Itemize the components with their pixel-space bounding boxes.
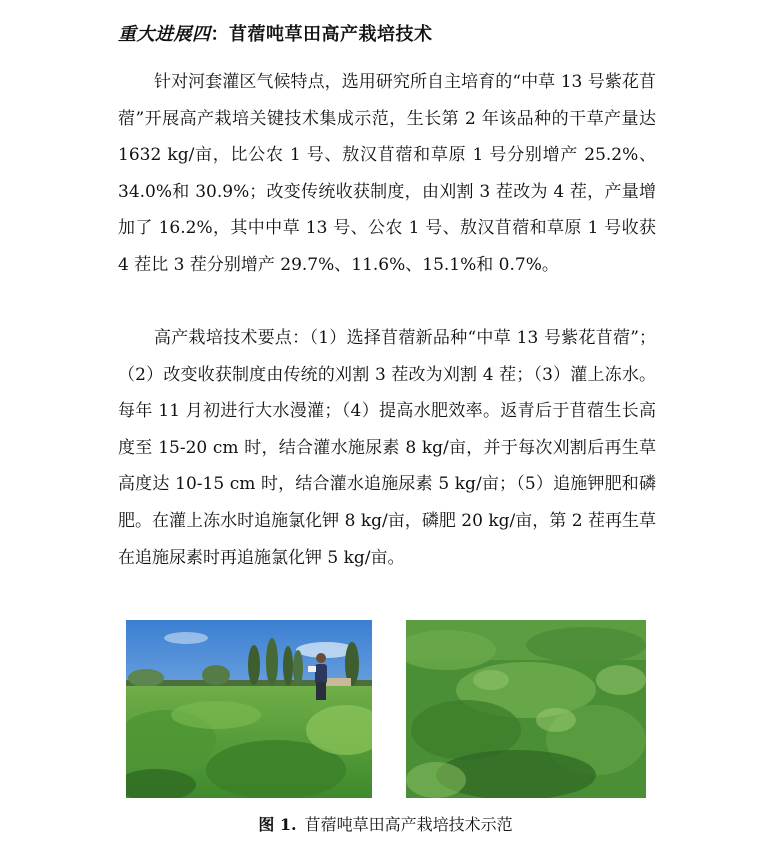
field-photo-left-drawing [126,620,372,798]
figure-label: 图 1. [258,815,297,834]
person-figure [315,664,327,684]
figure-caption [0,812,771,835]
heading-title: ：苜蓿吨草田高产栽培技术 [210,24,433,45]
paragraph-1: 针对河套灌区气候特点，选用研究所自主培育的“中草 13 号紫花苜蓿”开展高产栽培关键技术集成示范，生长第 2 年该品种的干草产量达 1632 kg/亩，比公农 1 号、敖汉苜蓿和草原 1 号分别增产 25.2%、34.0%和 30.9%；改变传统收获制度，由刈割 3 茬改为 4 茬，产量增加了 16.2%，其中中草 13 号、公农 1 号、敖汉苜蓿和草原 1 号收获 4 茬比 3 茬分别增产 29.7%、11.6%、15.1%和 0.7%。 [118,72,656,275]
section-heading [118,20,433,46]
paragraph-2: 高产栽培技术要点：（1）选择苜蓿新品种“中草 13 号紫花苜蓿”；（2）改变收获制度由传统的刈割 3 茬改为刈割 4 茬；（3）灌上冻水。每年 11 月初进行大水漫灌；（4）提高水肥效率。返青后于苜蓿生长高度至 15-20 cm 时，结合灌水施尿素 8 kg/亩，并于每次刈割后再生草高度达 10-15 cm 时，结合灌水追施尿素 5 kg/亩；（5）追施钾肥和磷肥。在灌上冻水时追施氯化钾 8 kg/亩，磷肥 20 kg/亩，第 2 茬再生草在追施尿素时再追施氯化钾 5 kg/亩。 [118,328,656,568]
photo-alfalfa-field-with-person [126,620,372,798]
field-photo-right-drawing [406,620,646,798]
figure-caption-text: 苜蓿吨草田高产栽培技术示范 [304,815,513,834]
heading-prefix: 重大进展四 [118,24,211,45]
photo-alfalfa-closeup [406,620,646,798]
